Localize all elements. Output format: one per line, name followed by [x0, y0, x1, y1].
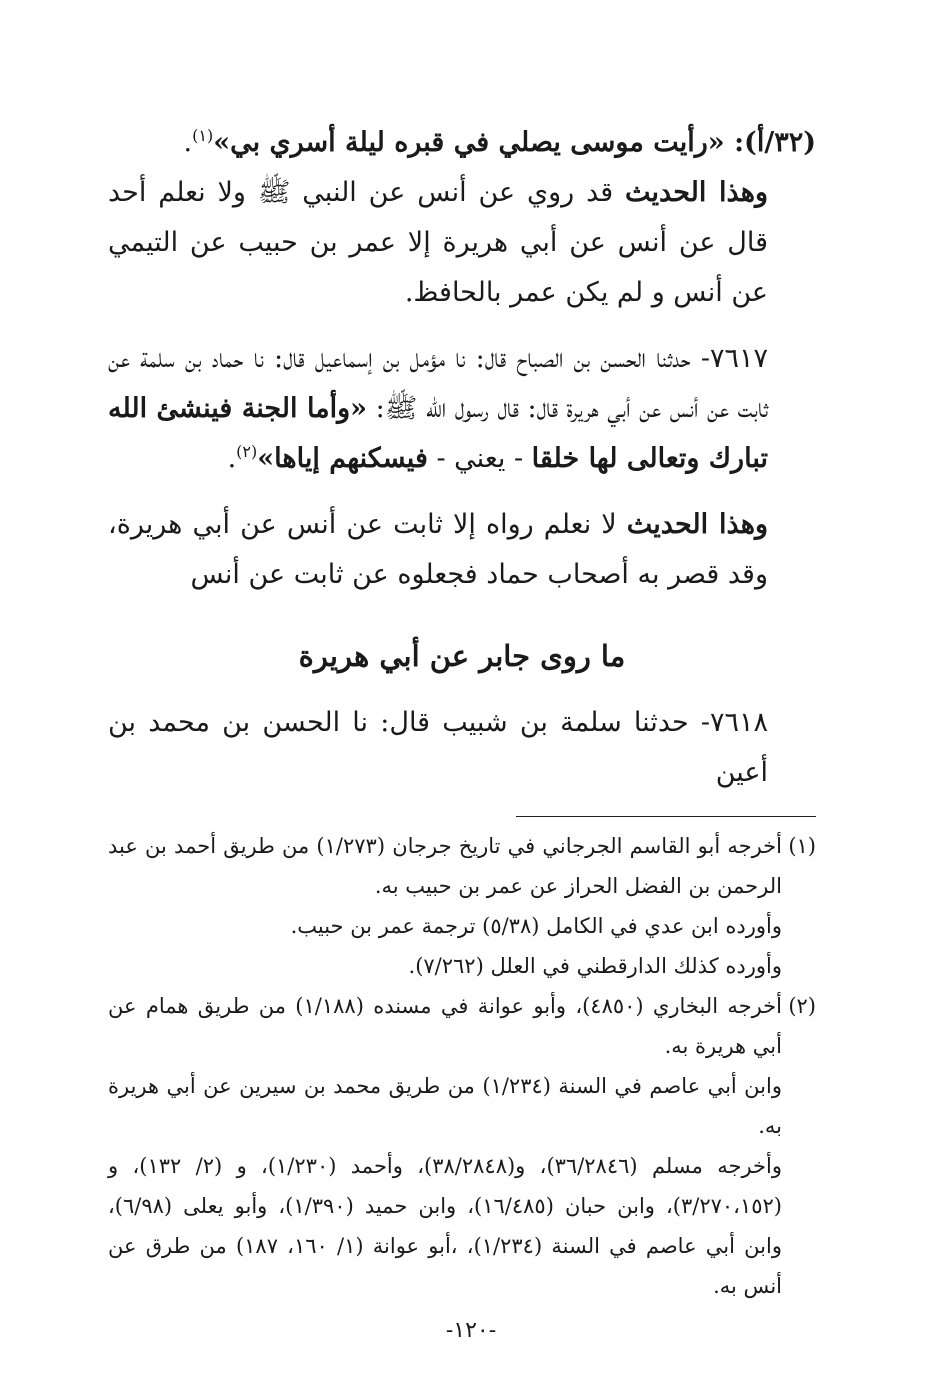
- lead-phrase: وهذا الحديث: [626, 509, 768, 540]
- footnotes: [108, 826, 816, 1306]
- lead-phrase: وهذا الحديث: [625, 177, 768, 208]
- footnote-body: [108, 826, 782, 986]
- footnote-1: [108, 826, 816, 986]
- hadith-quote: «وأما الجنة فينشئ الله تبارك وتعالى لها خلقا: [108, 393, 768, 474]
- footnote-line: أخرجه أبو القاسم الجرجاني في تاريخ جرجان (١/٢٧٣) من طريق أحمد بن عبد الرحمن بن الفضل الحراز عن عمر بن حبيب به.: [108, 834, 782, 898]
- main-text: [108, 118, 816, 798]
- hadith-7617: ٧٦١٧- حدثنا الحسن بن الصباح قال: نا مؤمل بن إسماعيل قال: نا حماد بن سلمة عن ثابت عن أنس عن أبي هريرة قال: قال رسول الله ﷺ: «وأما الجنة فينشئ الله تبارك وتعالى لها خلقا - يعني - فيسكنهم إياها»$^{(٢)}$.: [108, 343, 768, 474]
- page-number: -١٢٠-: [445, 1318, 497, 1343]
- paragraph-4: [108, 500, 816, 600]
- footnote-line: أخرجه البخاري (٤٨٥٠)، وأبو عوانة في مسنده (١/١٨٨) من طريق همام عن أبي هريرة به.: [108, 994, 782, 1058]
- footnote-separator: [516, 816, 816, 817]
- footnote-line: وأورده كذلك الدارقطني في العلل (٧/٢٦٢).: [408, 954, 782, 978]
- paragraph-1: (٣٢/أ): «رأيت موسى يصلي في قبره ليلة أسري بي»$^{(١)}$.: [183, 126, 816, 158]
- hadith-7618: ٧٦١٨- حدثنا سلمة بن شبيب قال: نا الحسن بن محمد بن أعين: [108, 707, 768, 788]
- footnote-line: وابن أبي عاصم في السنة (١/٢٣٤) من طريق محمد بن سيرين عن أبي هريرة به.: [108, 1074, 782, 1138]
- paragraph-text: لا نعلم رواه إلا ثابت عن أنس عن أبي هريرة، وقد قصر به أصحاب حماد فجعلوه عن ثابت عن أنس: [108, 509, 768, 590]
- isnad-text: ٧٦١٧- حدثنا الحسن بن الصباح قال: نا مؤمل بن إسماعيل قال: نا حماد بن سلمة عن ثابت عن أنس عن أبي هريرة قال: قال رسول الله ﷺ:: [108, 343, 768, 424]
- paragraph-text: قد روي عن أنس عن النبي ﷺ ولا نعلم أحد قال عن أنس عن أبي هريرة إلا عمر بن حبيب عن التيمي عن أنس و لم يكن عمر بالحافظ.: [108, 177, 768, 308]
- footnote-ref-2: (٢): [236, 442, 258, 461]
- paragraph-2: [108, 168, 816, 318]
- footnote-body: [108, 986, 782, 1306]
- footnote-line: وأورده ابن عدي في الكامل (٥/٣٨) ترجمة عمر بن حبيب.: [290, 914, 782, 938]
- section-heading: ما روى جابر عن أبي هريرة: [298, 639, 626, 673]
- footnote-number: (٢): [788, 994, 816, 1018]
- footnote-number: (١): [788, 834, 816, 858]
- hadith-quote: (٣٢/أ): «رأيت موسى يصلي في قبره ليلة أسري بي»: [213, 127, 816, 158]
- footnote-line: وأخرجه مسلم (٣٦/٢٨٤٦)، و(٣٨/٢٨٤٨)، وأحمد (١/٢٣٠)، و (٢/ ١٣٢)، و (٣/٢٧٠،١٥٢)، وابن حبان (١٦/٤٨٥)، وابن حميد (١/٣٩٠)، وأبو يعلى (٦/٩٨)، وابن أبي عاصم في السنة (١/٢٣٤)، ،أبو عوانة (١/ ١٦٠، ١٨٧) من طرق عن أنس به.: [108, 1154, 782, 1298]
- footnote-2: [108, 986, 816, 1306]
- hadith-quote-end: فيسكنهم إياها»: [257, 443, 428, 474]
- footnote-ref-1: (١): [192, 126, 214, 145]
